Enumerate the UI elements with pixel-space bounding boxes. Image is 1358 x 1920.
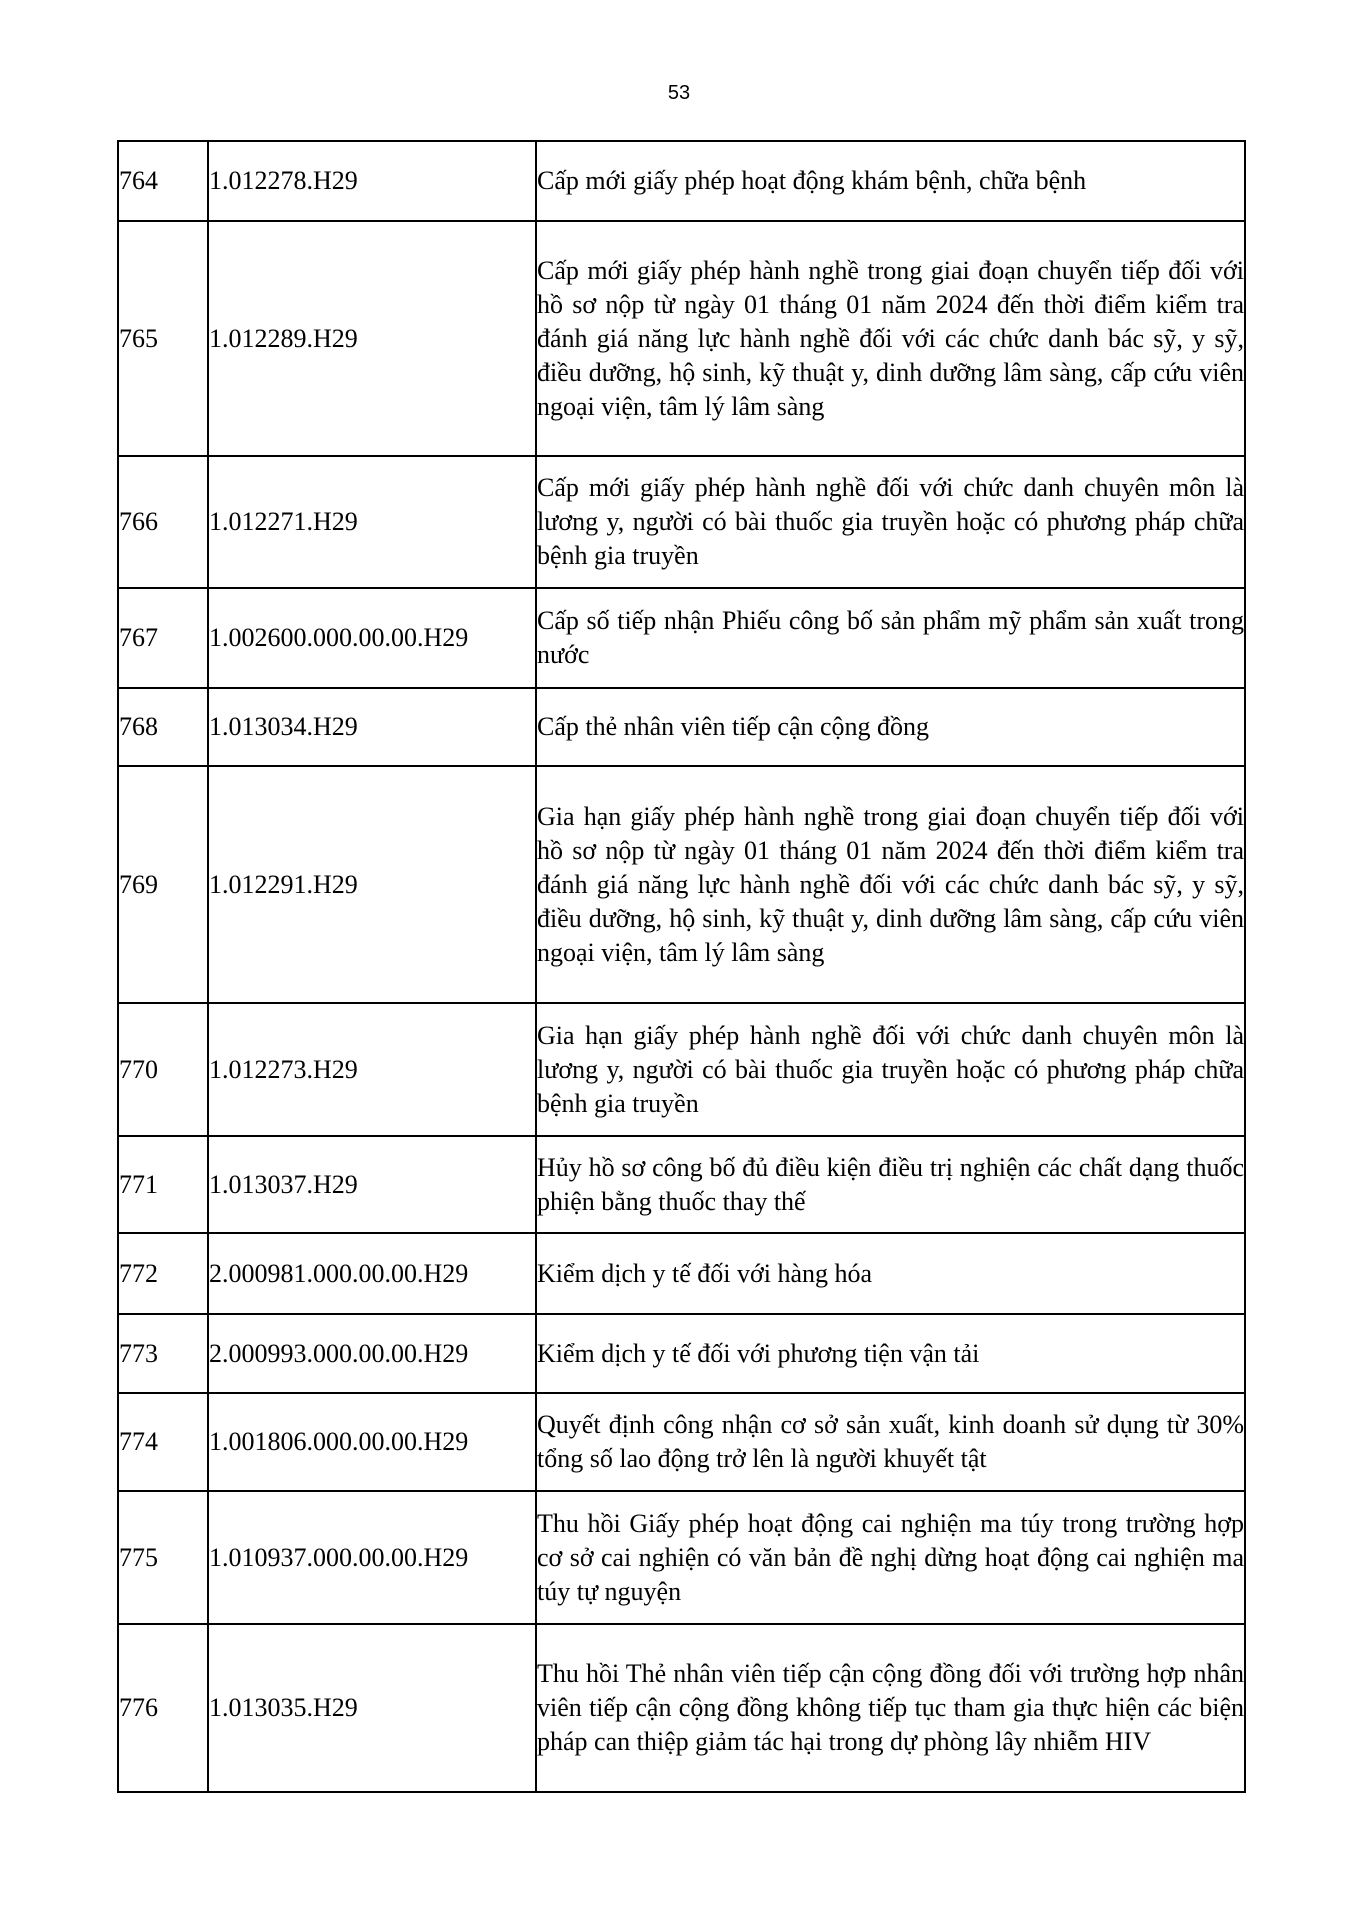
row-number: 770 — [118, 1003, 208, 1136]
procedure-code: 1.012273.H29 — [208, 1003, 536, 1136]
table-row — [118, 1233, 1245, 1314]
procedure-name: Cấp mới giấy phép hoạt động khám bệnh, chữa bệnh — [536, 141, 1245, 221]
table-row — [118, 1393, 1245, 1491]
procedure-name: Kiểm dịch y tế đối với hàng hóa — [536, 1233, 1245, 1314]
row-number: 774 — [118, 1393, 208, 1491]
page-number: 53 — [667, 82, 691, 104]
table-row — [118, 456, 1245, 588]
procedure-name: Cấp thẻ nhân viên tiếp cận cộng đồng — [536, 688, 1245, 766]
procedure-code: 2.000981.000.00.00.H29 — [208, 1233, 536, 1314]
procedure-name: Cấp mới giấy phép hành nghề trong giai đoạn chuyển tiếp đối với hồ sơ nộp từ ngày 01 tháng 01 năm 2024 đến thời điểm kiểm tra đánh giá năng lực hành nghề đối với các chức danh bác sỹ, y sỹ, điều dưỡng, hộ sinh, kỹ thuật y, dinh dưỡng lâm sàng, cấp cứu viên ngoại viện, tâm lý lâm sàng — [536, 221, 1245, 456]
row-number: 775 — [118, 1491, 208, 1624]
table-row — [118, 588, 1245, 688]
procedure-code: 1.012291.H29 — [208, 766, 536, 1003]
procedure-code: 1.010937.000.00.00.H29 — [208, 1491, 536, 1624]
row-number: 771 — [118, 1136, 208, 1233]
procedure-name: Thu hồi Giấy phép hoạt động cai nghiện ma túy trong trường hợp cơ sở cai nghiện có văn bản đề nghị dừng hoạt động cai nghiện ma túy tự nguyện — [536, 1491, 1245, 1624]
procedure-code: 2.000993.000.00.00.H29 — [208, 1314, 536, 1393]
row-number: 772 — [118, 1233, 208, 1314]
procedure-code: 1.013037.H29 — [208, 1136, 536, 1233]
table-row — [118, 1003, 1245, 1136]
table-row — [118, 221, 1245, 456]
procedure-code: 1.001806.000.00.00.H29 — [208, 1393, 536, 1491]
table-row — [118, 1491, 1245, 1624]
row-number: 766 — [118, 456, 208, 588]
table-row — [118, 1136, 1245, 1233]
procedure-name: Gia hạn giấy phép hành nghề trong giai đoạn chuyển tiếp đối với hồ sơ nộp từ ngày 01 tháng 01 năm 2024 đến thời điểm kiểm tra đánh giá năng lực hành nghề đối với các chức danh bác sỹ, y sỹ, điều dưỡng, hộ sinh, kỹ thuật y, dinh dưỡng lâm sàng, cấp cứu viên ngoại viện, tâm lý lâm sàng — [536, 766, 1245, 1003]
row-number: 773 — [118, 1314, 208, 1393]
procedure-name: Hủy hồ sơ công bố đủ điều kiện điều trị nghiện các chất dạng thuốc phiện bằng thuốc thay thế — [536, 1136, 1245, 1233]
table-row — [118, 1624, 1245, 1792]
procedure-code: 1.012271.H29 — [208, 456, 536, 588]
procedure-name: Kiểm dịch y tế đối với phương tiện vận tải — [536, 1314, 1245, 1393]
row-number: 769 — [118, 766, 208, 1003]
procedure-code: 1.002600.000.00.00.H29 — [208, 588, 536, 688]
procedure-name: Quyết định công nhận cơ sở sản xuất, kinh doanh sử dụng từ 30% tổng số lao động trở lên là người khuyết tật — [536, 1393, 1245, 1491]
procedure-name: Cấp số tiếp nhận Phiếu công bố sản phẩm mỹ phẩm sản xuất trong nước — [536, 588, 1245, 688]
table-row — [118, 1314, 1245, 1393]
table-row — [118, 141, 1245, 221]
table-row — [118, 688, 1245, 766]
row-number: 764 — [118, 141, 208, 221]
row-number: 776 — [118, 1624, 208, 1792]
procedure-name: Gia hạn giấy phép hành nghề đối với chức danh chuyên môn là lương y, người có bài thuốc gia truyền hoặc có phương pháp chữa bệnh gia truyền — [536, 1003, 1245, 1136]
procedures-table — [117, 140, 1246, 1793]
procedure-code: 1.012289.H29 — [208, 221, 536, 456]
procedure-code: 1.013034.H29 — [208, 688, 536, 766]
row-number: 768 — [118, 688, 208, 766]
procedure-name: Thu hồi Thẻ nhân viên tiếp cận cộng đồng đối với trường hợp nhân viên tiếp cận cộng đồng không tiếp tục tham gia thực hiện các biện pháp can thiệp giảm tác hại trong dự phòng lây nhiễm HIV — [536, 1624, 1245, 1792]
row-number: 767 — [118, 588, 208, 688]
procedure-code: 1.013035.H29 — [208, 1624, 536, 1792]
table-row — [118, 766, 1245, 1003]
procedure-name: Cấp mới giấy phép hành nghề đối với chức danh chuyên môn là lương y, người có bài thuốc gia truyền hoặc có phương pháp chữa bệnh gia truyền — [536, 456, 1245, 588]
procedure-code: 1.012278.H29 — [208, 141, 536, 221]
row-number: 765 — [118, 221, 208, 456]
